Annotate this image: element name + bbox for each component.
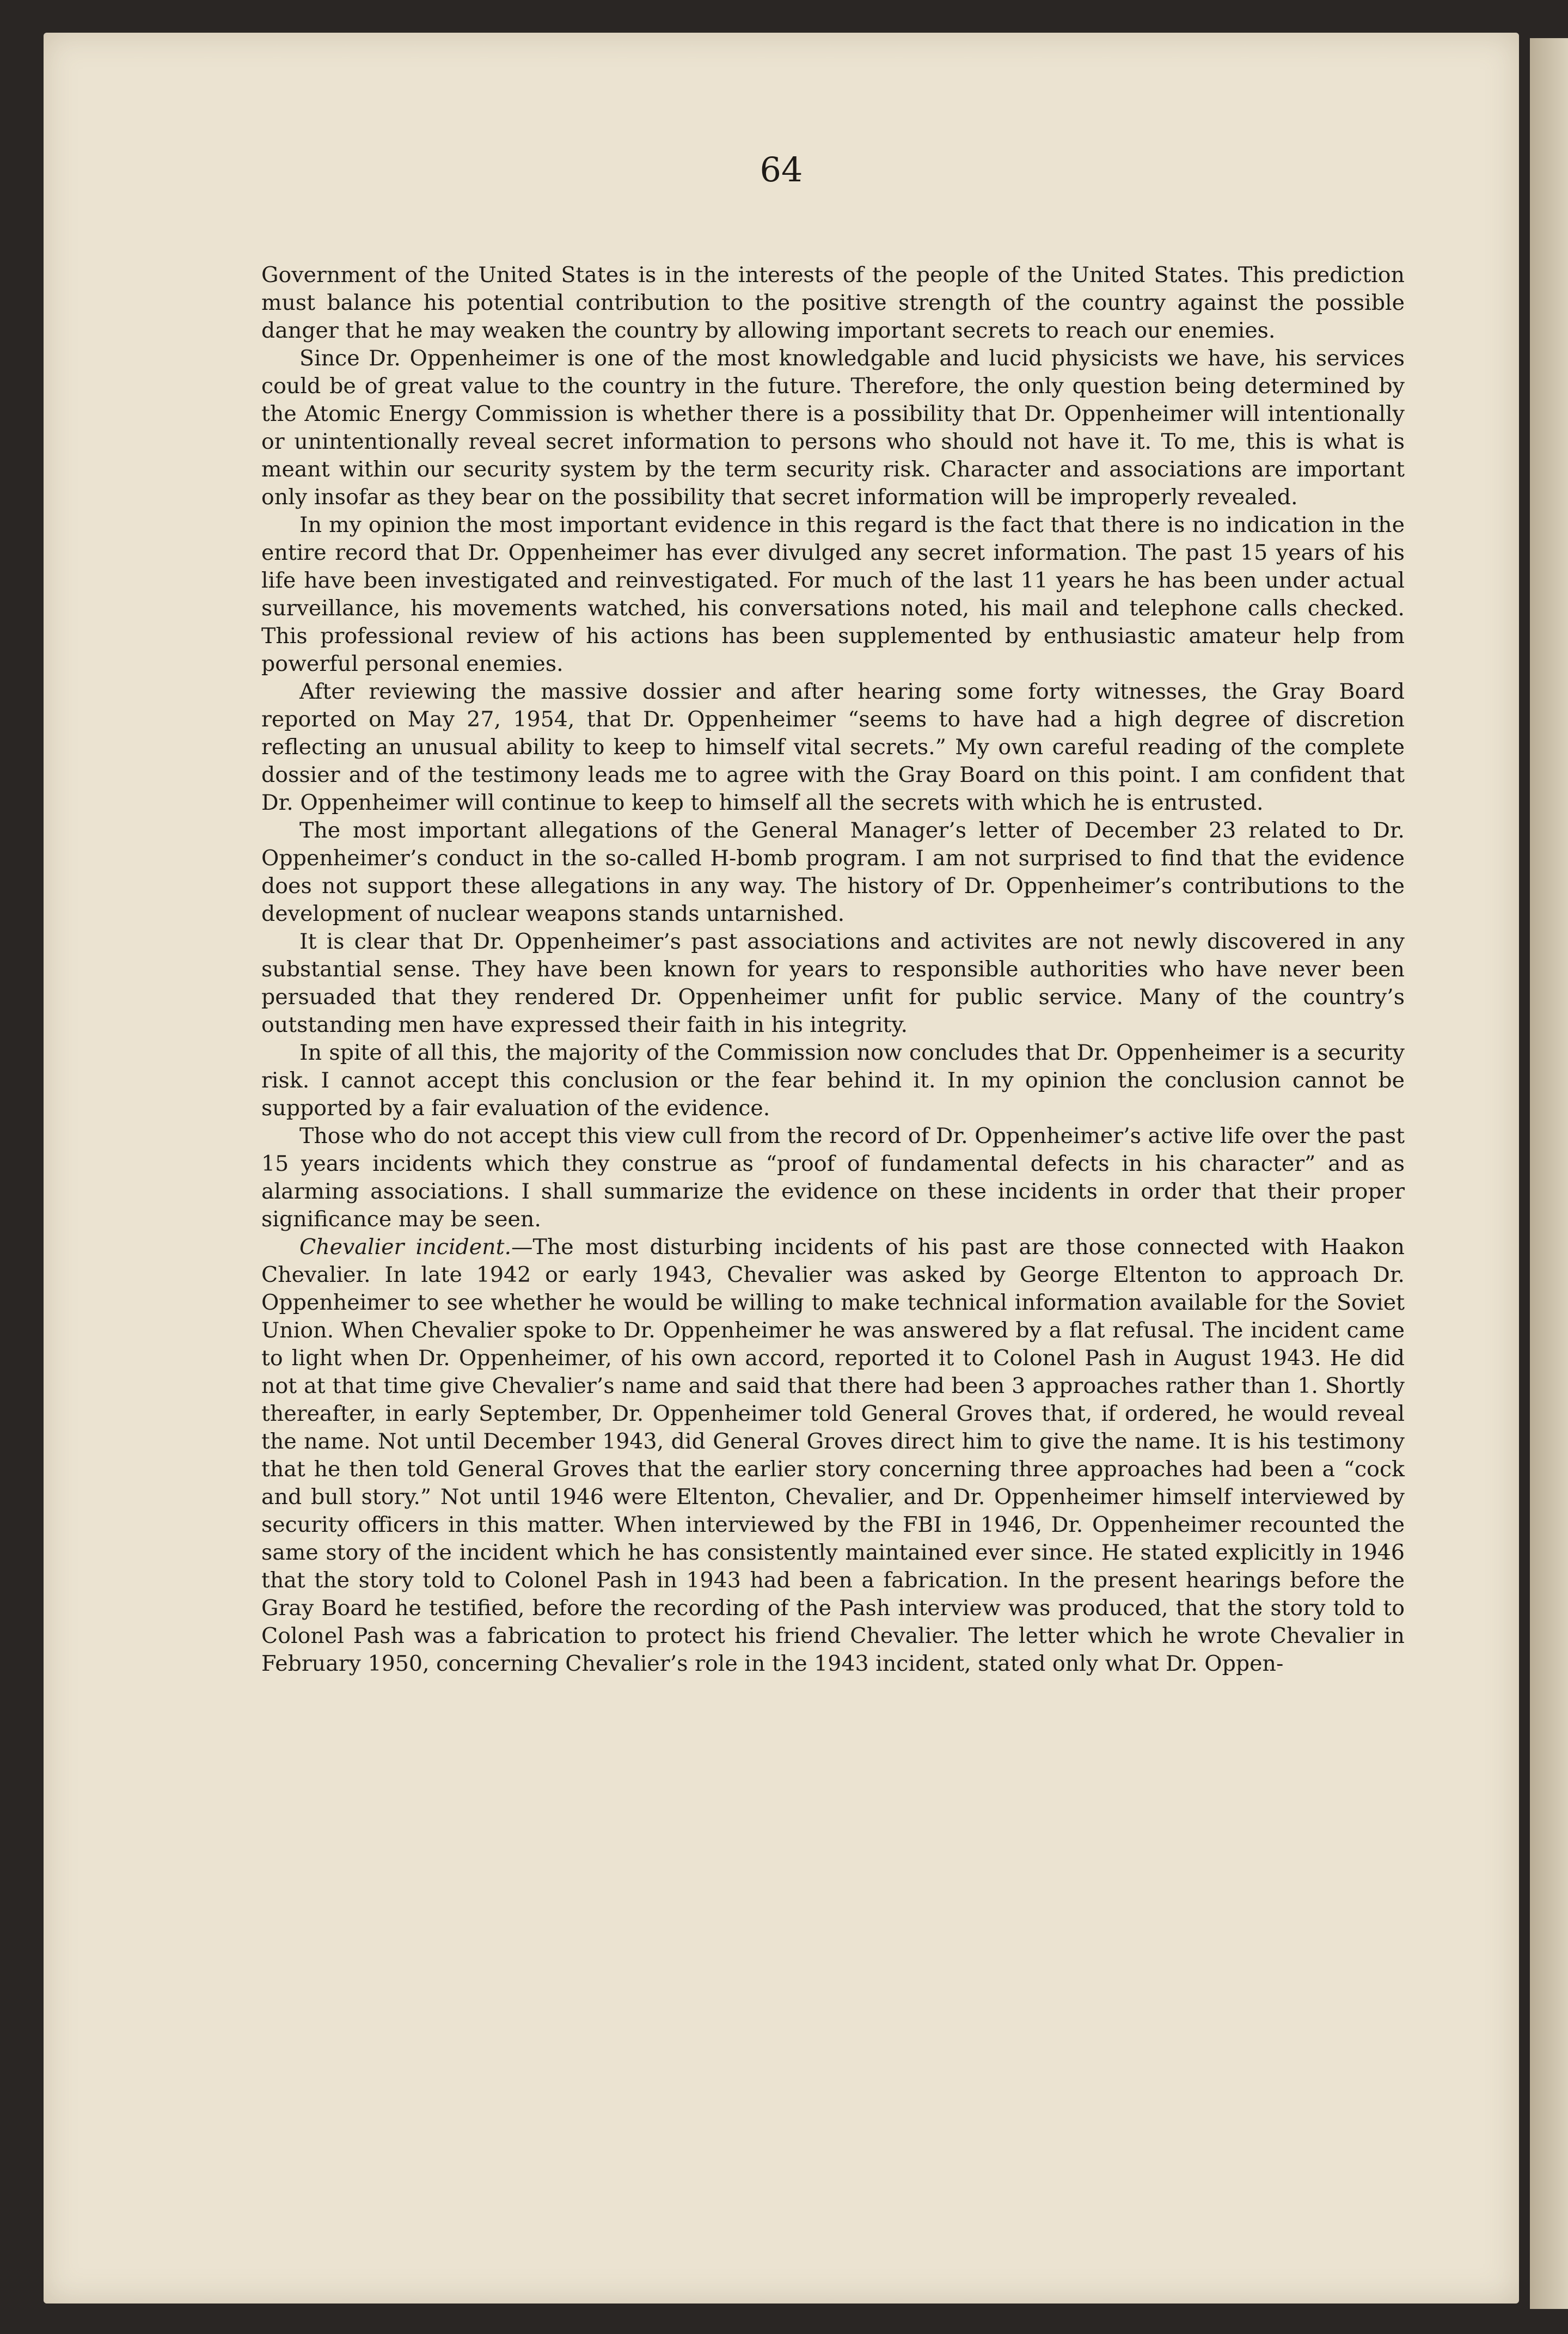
next-page-edge — [1530, 38, 1568, 2309]
paragraph-4: After reviewing the massive dossier and after hearing some forty witnesses, the Gray Board reported on May 27, 1954, that Dr. Oppenheimer “seems to have had a high degree of discretion reflecting an unusual ability to keep to himself vital secrets.” My own careful reading of the complete dossier and of the testimony leads me to agree with the Gray Board on this point. I am confident that Dr. Oppenheimer will continue to keep to himself all the secrets with which he is entrusted. — [261, 679, 1405, 815]
paragraph-9-text: —The most disturbing incidents of his past are those connected with Haakon Chevalier. In late 1942 or early 1943, Chevalier was asked by George Eltenton to approach Dr. Oppenheimer to see whether he would be willing to make technical information available for the Soviet Union. When Chevalier spoke to Dr. Oppenheimer he was answered by a flat refusal. The incident came to light when Dr. Oppenheimer, of his own accord, reported it to Colonel Pash in August 1943. He did not at that time give Chevalier’s name and said that there had been 3 approaches rather than 1. Shortly thereafter, in early September, Dr. Oppenheimer told General Groves that, if ordered, he would reveal the name. Not until December 1943, did General Groves direct him to give the name. It is his testimony that he then told General Groves that the earlier story concerning three approaches had been a “cock and bull story.” Not until 1946 were Eltenton, Chevalier, and Dr. Oppenheimer himself interviewed by security officers in this matter. When interviewed by the FBI in 1946, Dr. Oppenheimer recounted the same story of the incident which he has consistently maintained ever since. He stated explicitly in 1946 that the story told to Colonel Pash in 1943 had been a fabrication. In the present hearings before the Gray Board he testified, before the recording of the Pash interview was produced, that the story told to Colonel Pash was a fabrication to protect his friend Chevalier. The letter which he wrote Chevalier in February 1950, concerning Chevalier’s role in the 1943 incident, stated only what Dr. Oppen- — [261, 1235, 1405, 1676]
paragraph-6: It is clear that Dr. Oppenheimer’s past associations and activites are not newly discovered in any substantial sense. They have been known for years to responsible authorities who have never been persuaded that they rendered Dr. Oppenheimer unfit for public service. Many of the country’s outstanding men have expressed their faith in his integrity. — [261, 929, 1405, 1037]
page-number: 64 — [759, 150, 803, 190]
body-text — [261, 261, 1405, 1678]
document-page — [44, 33, 1519, 2304]
paragraph-3: In my opinion the most important evidence in this regard is the fact that there is no indication in the entire record that Dr. Oppenheimer has ever divulged any secret information. The past 15 years of his life have been investigated and reinvestigated. For much of the last 11 years he has been under actual surveillance, his movements watched, his conversations noted, his mail and telephone calls checked. This professional review of his actions has been supplemented by enthusiastic amateur help from powerful personal enemies. — [261, 512, 1405, 676]
paragraph-9 — [261, 1233, 1405, 1678]
section-heading-chevalier: Chevalier incident. — [299, 1235, 511, 1260]
paragraph-2: Since Dr. Oppenheimer is one of the most knowledgable and lucid physicists we have, his services could be of great value to the country in the future. Therefore, the only question being determined by the Atomic Energy Commission is whether there is a possibility that Dr. Oppenheimer will intentionally or unintentionally reveal secret information to persons who should not have it. To me, this is what is meant within our security system by the term security risk. Character and associations are important only insofar as they bear on the possibility that secret information will be improperly revealed. — [261, 346, 1405, 510]
paragraph-5: The most important allegations of the General Manager’s letter of December 23 related to Dr. Oppenheimer’s conduct in the so-called H-bomb program. I am not surprised to find that the evidence does not support these allegations in any way. The history of Dr. Oppenheimer’s contributions to the development of nuclear weapons stands untarnished. — [261, 818, 1405, 926]
paragraph-1: Government of the United States is in the interests of the people of the United States. This prediction must balance his potential contribution to the positive strength of the country against the possible danger that he may weaken the country by allowing important secrets to reach our enemies. — [261, 262, 1405, 343]
paragraph-8: Those who do not accept this view cull from the record of Dr. Oppenheimer’s active life over the past 15 years incidents which they construe as “proof of fundamental defects in his character” and as alarming associations. I shall summarize the evidence on these incidents in order that their proper significance may be seen. — [261, 1123, 1405, 1232]
paragraph-7: In spite of all this, the majority of the Commission now concludes that Dr. Oppenheimer is a security risk. I cannot accept this conclusion or the fear behind it. In my opinion the conclusion cannot be supported by a fair evaluation of the evidence. — [261, 1040, 1405, 1121]
